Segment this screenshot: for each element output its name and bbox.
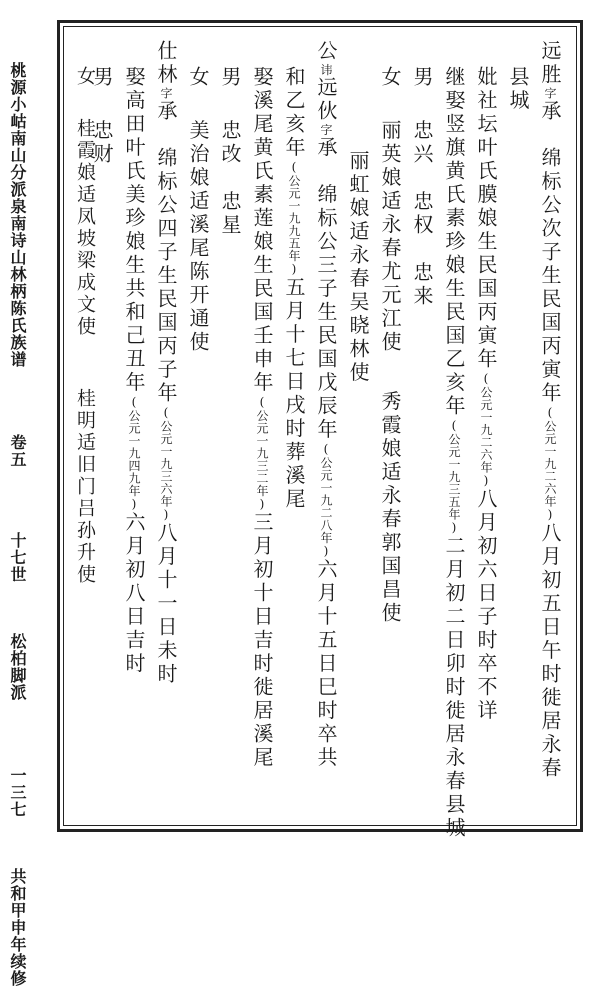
entry-daughters-guixia: 女桂霞娘适凤坡梁成文使桂明适旧门吕孙升使 [74, 66, 96, 586]
book-title: 桃源小岵南山分派泉南诗山林柄陈氏族谱 [8, 62, 27, 368]
entry-sons-list: 男忠兴忠权忠来 [410, 66, 434, 309]
entry-yuanhuo: 公讳远伙字承 绵标公三子生民国戊辰年(公元一九二八年)六月十五日巳时卒共 [314, 40, 338, 770]
entry-daughter-meizhi: 女美治娘适溪尾陈开通使 [186, 66, 210, 355]
edition-label: 共和甲申年续修 [8, 868, 27, 987]
entry-wife-ye-meizhen: 娶高田叶氏美珍娘生共和己丑年(公元一九四九年)六月初八日吉时 [122, 66, 146, 676]
entry-wife-huang-sulian: 娶溪尾黄氏素莲娘生民国壬申年(公元一九三二年)三月初十日吉时徙居溪尾 [250, 66, 274, 770]
entry-burial: 和乙亥年(公元一九九五年)五月十七日戌时葬溪尾 [282, 66, 306, 512]
entry-continuation: 县城 [506, 66, 530, 113]
page-number: 一三七 [8, 767, 27, 818]
entry-sons-list-2: 男忠改忠星 [218, 66, 242, 238]
entry-shilin: 仕林字承 绵标公四子生民国丙子年(公元一九三六年)八月十一日未时 [154, 40, 178, 687]
entry-second-wife-huang: 继娶竖旗黄氏素珍娘生民国乙亥年(公元一九三五年)二月初二日卯时徙居永春县城 [442, 66, 466, 841]
entry-daughters-list: 女丽英娘适永春尤元江使秀霞娘适永春郭国昌使 [378, 66, 402, 626]
sidebar-header [9, 62, 25, 987]
entry-son-zhongcai: 男忠财 [90, 66, 114, 167]
branch-label: 松柏脚派 [8, 633, 27, 701]
volume-label: 卷五 [8, 434, 27, 468]
entry-yuansheng: 远胜字承 绵标公次子生民国丙寅年(公元一九二六年)八月初五日午时徙居永春 [538, 40, 562, 781]
generation-label: 十七世 [8, 532, 27, 583]
entry-wife-ye: 妣社坛叶氏膜娘生民国丙寅年(公元一九二六年)八月初六日子时卒不详 [474, 66, 498, 723]
entry-daughter-lihong: 丽虹娘适永春吴晓林使 [346, 150, 370, 385]
